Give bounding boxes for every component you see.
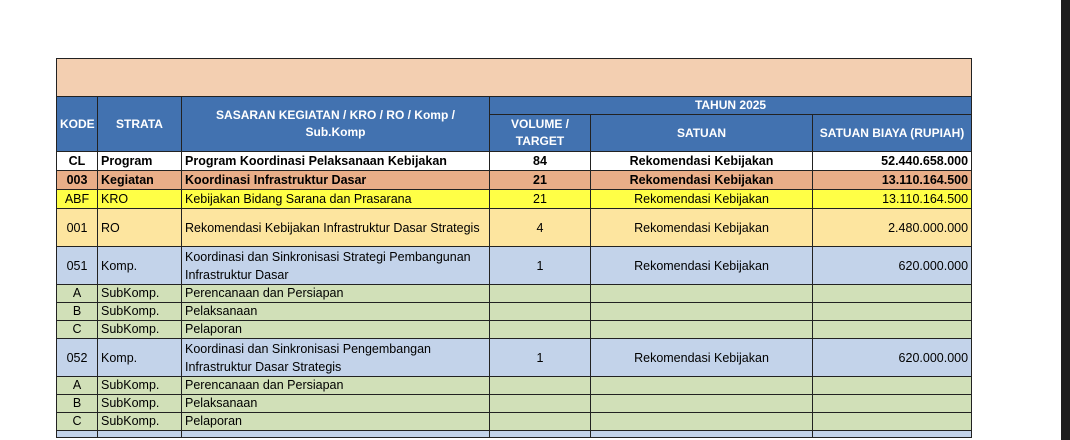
table-row xyxy=(57,413,972,431)
budget-table xyxy=(56,58,972,438)
table-row xyxy=(57,395,972,413)
cell-strata[interactable]: Komp. xyxy=(98,339,182,377)
cell-volume[interactable] xyxy=(490,395,591,413)
cell-volume[interactable] xyxy=(490,413,591,431)
cell-sasaran[interactable]: Perencanaan dan Persiapan xyxy=(182,377,490,395)
header-satuan: SATUAN xyxy=(591,115,813,152)
table-row xyxy=(57,303,972,321)
cell-satuan[interactable]: Rekomendasi Kebijakan xyxy=(591,339,813,377)
table-row xyxy=(57,321,972,339)
cell-biaya[interactable]: 52.440.658.000 xyxy=(813,152,972,171)
cell-sasaran[interactable]: Rekomendasi Kebijakan Infrastruktur Dasar Strategis xyxy=(182,209,490,247)
cell-kode[interactable]: C xyxy=(57,321,98,339)
cell-strata[interactable]: SubKomp. xyxy=(98,285,182,303)
cell-kode[interactable]: 003 xyxy=(57,171,98,190)
cell-kode[interactable]: 051 xyxy=(57,247,98,285)
cell-empty[interactable] xyxy=(591,431,813,438)
table-row xyxy=(57,377,972,395)
cell-sasaran[interactable]: Program Koordinasi Pelaksanaan Kebijakan xyxy=(182,152,490,171)
table-row xyxy=(57,431,972,438)
cell-strata[interactable]: SubKomp. xyxy=(98,377,182,395)
cell-volume[interactable] xyxy=(490,377,591,395)
cell-strata[interactable]: Komp. xyxy=(98,247,182,285)
cell-biaya[interactable] xyxy=(813,377,972,395)
cell-volume[interactable]: 84 xyxy=(490,152,591,171)
cell-empty[interactable] xyxy=(182,431,490,438)
header-strata: STRATA xyxy=(98,97,182,152)
table-row xyxy=(57,171,972,190)
cell-satuan[interactable] xyxy=(591,413,813,431)
cell-biaya[interactable] xyxy=(813,303,972,321)
cell-sasaran[interactable]: Kebijakan Bidang Sarana dan Prasarana xyxy=(182,190,490,209)
cell-satuan[interactable] xyxy=(591,377,813,395)
cell-satuan[interactable] xyxy=(591,303,813,321)
cell-satuan[interactable] xyxy=(591,395,813,413)
cell-biaya[interactable] xyxy=(813,395,972,413)
cell-empty[interactable] xyxy=(490,431,591,438)
table-row xyxy=(57,285,972,303)
cell-strata[interactable]: Kegiatan xyxy=(98,171,182,190)
cell-sasaran[interactable]: Pelaporan xyxy=(182,321,490,339)
cell-strata[interactable]: SubKomp. xyxy=(98,303,182,321)
cell-kode[interactable]: B xyxy=(57,303,98,321)
cell-strata[interactable]: RO xyxy=(98,209,182,247)
cell-sasaran[interactable]: Pelaksanaan xyxy=(182,303,490,321)
cell-sasaran[interactable]: Koordinasi dan Sinkronisasi Strategi Pembangunan Infrastruktur Dasar xyxy=(182,247,490,285)
table-row xyxy=(57,247,972,285)
cell-volume[interactable] xyxy=(490,285,591,303)
cell-biaya[interactable] xyxy=(813,321,972,339)
cell-kode[interactable]: C xyxy=(57,413,98,431)
cell-biaya[interactable]: 620.000.000 xyxy=(813,247,972,285)
header-tahun: TAHUN 2025 xyxy=(490,97,972,115)
cell-strata[interactable]: KRO xyxy=(98,190,182,209)
cell-satuan[interactable] xyxy=(591,321,813,339)
cell-strata[interactable]: SubKomp. xyxy=(98,395,182,413)
cell-kode[interactable]: ABF xyxy=(57,190,98,209)
cell-sasaran[interactable]: Perencanaan dan Persiapan xyxy=(182,285,490,303)
cell-biaya[interactable]: 13.110.164.500 xyxy=(813,171,972,190)
cell-kode[interactable]: A xyxy=(57,285,98,303)
window-edge xyxy=(1061,0,1070,440)
cell-biaya[interactable]: 2.480.000.000 xyxy=(813,209,972,247)
header-volume: VOLUME / TARGET xyxy=(490,115,591,152)
cell-volume[interactable]: 21 xyxy=(490,190,591,209)
cell-satuan[interactable]: Rekomendasi Kebijakan xyxy=(591,152,813,171)
cell-volume[interactable]: 21 xyxy=(490,171,591,190)
cell-biaya[interactable]: 620.000.000 xyxy=(813,339,972,377)
cell-empty[interactable] xyxy=(57,431,98,438)
cell-kode[interactable]: 052 xyxy=(57,339,98,377)
cell-satuan[interactable]: Rekomendasi Kebijakan xyxy=(591,247,813,285)
cell-empty[interactable] xyxy=(813,431,972,438)
cell-volume[interactable]: 1 xyxy=(490,339,591,377)
header-sasaran: SASARAN KEGIATAN / KRO / RO / Komp / Sub.Komp xyxy=(182,97,490,152)
title-cell[interactable] xyxy=(57,59,972,97)
cell-kode[interactable]: B xyxy=(57,395,98,413)
cell-volume[interactable] xyxy=(490,303,591,321)
cell-sasaran[interactable]: Pelaporan xyxy=(182,413,490,431)
table-row xyxy=(57,339,972,377)
cell-sasaran[interactable]: Koordinasi dan Sinkronisasi Pengembangan Infrastruktur Dasar Strategis xyxy=(182,339,490,377)
cell-kode[interactable]: A xyxy=(57,377,98,395)
cell-sasaran[interactable]: Koordinasi Infrastruktur Dasar xyxy=(182,171,490,190)
cell-biaya[interactable]: 13.110.164.500 xyxy=(813,190,972,209)
table-row xyxy=(57,209,972,247)
cell-satuan[interactable] xyxy=(591,285,813,303)
cell-volume[interactable] xyxy=(490,321,591,339)
cell-empty[interactable] xyxy=(98,431,182,438)
cell-strata[interactable]: SubKomp. xyxy=(98,413,182,431)
table-row xyxy=(57,190,972,209)
cell-volume[interactable]: 4 xyxy=(490,209,591,247)
cell-sasaran[interactable]: Pelaksanaan xyxy=(182,395,490,413)
cell-satuan[interactable]: Rekomendasi Kebijakan xyxy=(591,171,813,190)
cell-satuan[interactable]: Rekomendasi Kebijakan xyxy=(591,209,813,247)
cell-volume[interactable]: 1 xyxy=(490,247,591,285)
table-row xyxy=(57,152,972,171)
cell-strata[interactable]: SubKomp. xyxy=(98,321,182,339)
cell-kode[interactable]: 001 xyxy=(57,209,98,247)
header-biaya: SATUAN BIAYA (RUPIAH) xyxy=(813,115,972,152)
cell-strata[interactable]: Program xyxy=(98,152,182,171)
cell-kode[interactable]: CL xyxy=(57,152,98,171)
cell-biaya[interactable] xyxy=(813,413,972,431)
cell-biaya[interactable] xyxy=(813,285,972,303)
header-kode: KODE xyxy=(57,97,98,152)
cell-satuan[interactable]: Rekomendasi Kebijakan xyxy=(591,190,813,209)
